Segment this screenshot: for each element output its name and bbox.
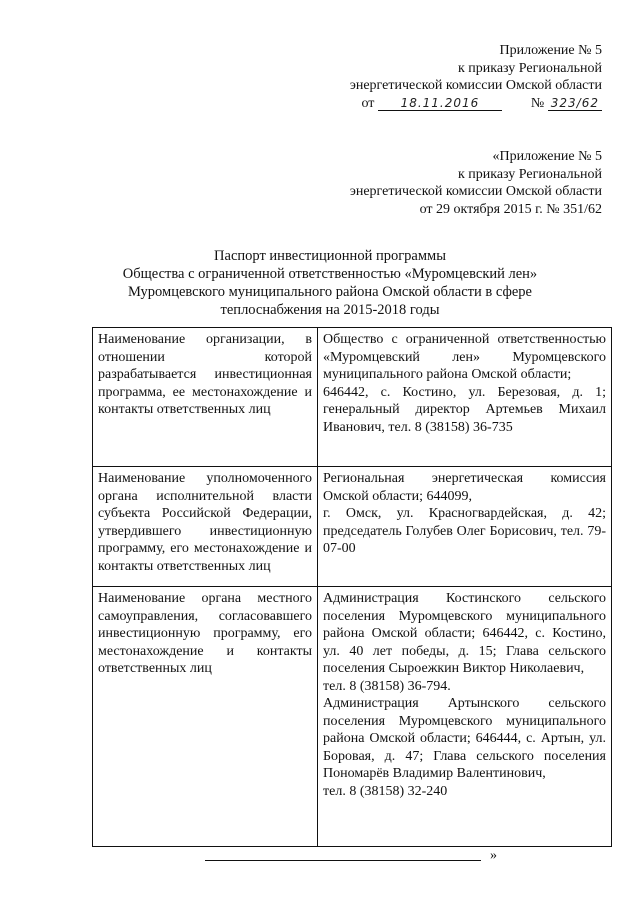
value-paragraph: 646442, с. Костино, ул. Березовая, д. 1; генеральный директор Артемьев Михаил Иванович, тел. 8 (38158) 36-735: [323, 384, 606, 435]
handwritten-date: 18.11.2016: [378, 96, 502, 111]
annex-order-ref: к приказу Региональной: [457, 60, 602, 76]
annex-commission: энергетической комиссии Омской области: [349, 78, 602, 93]
value-paragraph: Общество с ограниченной ответственностью «Муромцевский лен» Муромцевского муниципального района Омской области;: [323, 332, 606, 382]
annex-header-current: [350, 42, 602, 112]
title-line-3: Муромцевского муниципального района Омской области в сфере: [128, 284, 532, 300]
title-line-1: Паспорт инвестиционной программы: [214, 248, 446, 264]
annex-header-previous: [350, 148, 602, 218]
value-paragraph: Администрация Костинского сельского поселения Муромцевского муниципального района Омской области; 646442, с. Костино, ул. 40 лет победы, д. 15; Глава сельского поселения Сыроежкин Виктор Николаевич,: [323, 591, 606, 676]
document-title: [100, 247, 560, 319]
annex-prev-date-number: от 29 октября 2015 г. № 351/62: [419, 201, 602, 217]
row-label: Наименование уполномоченного органа исполнительной власти субъекта Российской Федерации, утвердившего инвестиционную программу, его местонахождение и контакты ответственных лиц: [93, 467, 318, 587]
value-paragraph: тел. 8 (38158) 36-794.: [323, 678, 451, 694]
annex-prev-title: «Приложение № 5: [492, 149, 602, 164]
value-paragraph: Администрация Артынского сельского поселения Муромцевского муниципального района Омской области; 646444, с. Артын, ул. Боровая, д. 47; Глава сельского поселения Пономарёв Владимир Валентинович,: [323, 696, 606, 781]
value-paragraph: Региональная энергетическая комиссия Омской области; 644099,: [323, 471, 606, 504]
row-value: [318, 328, 612, 467]
annex-prev-commission: энергетической комиссии Омской области: [349, 184, 602, 199]
annex-title: Приложение № 5: [499, 43, 602, 58]
value-paragraph: г. Омск, ул. Красногвардейская, д. 42; председатель Голубев Олег Борисович, тел. 79-07-00: [323, 506, 606, 556]
table-row: [93, 467, 612, 587]
passport-table: [92, 327, 612, 847]
annex-prev-order-ref: к приказу Региональной: [457, 166, 602, 182]
handwritten-number: 323/62: [548, 96, 602, 111]
annex-date-number: [350, 95, 602, 113]
from-label: от: [361, 95, 375, 111]
row-value: [318, 467, 612, 587]
row-label: Наименование органа местного самоуправления, согласовавшего инвестиционную программу, его местонахождение и контакты ответственных лиц: [93, 587, 318, 847]
closing-line: [205, 848, 497, 862]
row-label: Наименование организации, в отношении которой разрабатывается инвестиционная программа, ее местонахождение и контакты ответственных лиц: [93, 328, 318, 467]
signature-rule: [205, 860, 481, 861]
number-label: №: [530, 95, 545, 111]
title-line-2: Общества с ограниченной ответственностью «Муромцевский лен»: [122, 266, 538, 282]
value-paragraph: тел. 8 (38158) 32-240: [323, 783, 448, 799]
table-row: [93, 587, 612, 847]
closing-quote: »: [490, 848, 497, 863]
row-value: [318, 587, 612, 847]
title-line-4: теплоснабжения на 2015-2018 годы: [220, 302, 440, 318]
table-row: [93, 328, 612, 467]
